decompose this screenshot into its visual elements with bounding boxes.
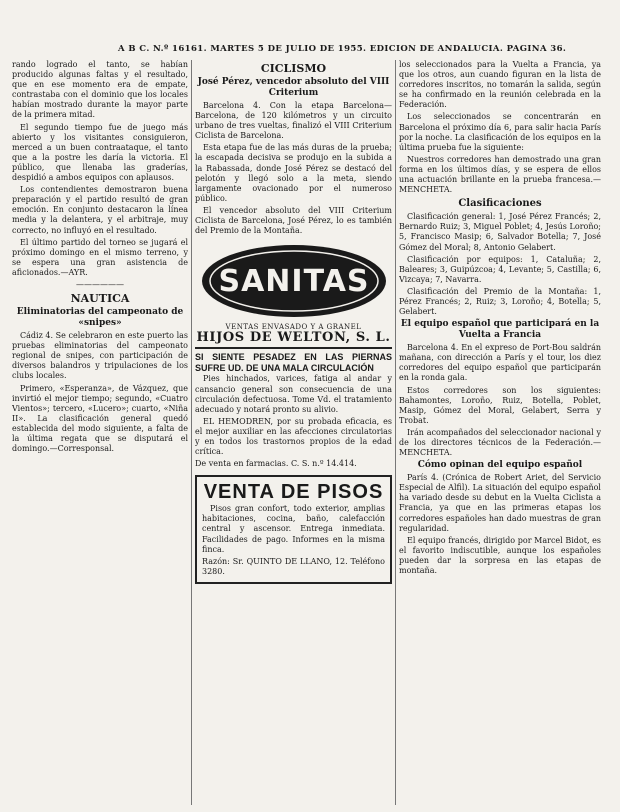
ad-footer: De venta en farmacias. C. S. n.º 14.414. [195, 459, 357, 469]
ad-headline: SI SIENTE PESADEZ EN LAS PIERNAS SUFRE UD. DE UNA MALA CIRCULACIÓN [195, 352, 392, 374]
paragraph: Barcelona 4. Con la etapa Barcelona—Barcelona, de 120 kilómetros y un circuito urbano de tres vueltas, finalizó el VIII Criterium Ciclista de Barcelona. [195, 101, 392, 141]
venta-pisos-ad [195, 475, 392, 584]
paragraph: París 4. (Crónica de Robert Ariet, del Servicio Especial de Alfil). La situación del equipo español ha variado desde su debut en la Vuelta Ciclista a Francia, ya que en las primeras etapas los corredores españoles han dado muestras de gran regularidad. [399, 473, 601, 533]
paragraph: Barcelona 4. En el expreso de Port-Bou saldrán mañana, con dirección a París y el tour, los diez corredores del equipo español que participarán en la ronda gala. [399, 343, 601, 383]
paragraph: El equipo francés, dirigido por Marcel Bidot, es el favorito indiscutible, aunque los españoles pueden dar la sorpresa en las etapas de montaña. [399, 535, 601, 576]
paragraph: Clasificación general: 1, José Pérez Francés; 2, Bernardo Ruiz; 3, Miguel Poblet; 4, Jesús Loroño; 5, Francisco Masip; 6, Salvador Botella; 7, José Gómez del Moral; 8, Antonio Gelabert. [399, 212, 601, 252]
header-line: A B C. N.º 16161. MARTES 5 DE JULIO DE 1955. EDICION DE ANDALUCIA. PAGINA 36. [118, 44, 567, 54]
sanitas-logo-icon [199, 242, 389, 320]
paragraph: los seleccionados para la Vuelta a Francia, ya que los otros, aun cuando figuran en la lista de corredores inscritos, no tomarán la salida, según se ha confirmado en la reunión celebrada en la Federación. [399, 60, 601, 110]
ad-company: HIJOS DE WELTON, S. L. [196, 330, 391, 346]
paragraph: Pisos gran confort, todo exterior, amplias habitaciones, cocina, baño, calefacción central y ascensor. Entrega inmediata. Facilidades de pago. Informes en la misma finca. [202, 504, 385, 554]
paragraph: Clasificación del Premio de la Montaña: 1, Pérez Francés; 2, Ruiz; 3, Loroño; 4, Botella; 5, Gelabert. [399, 286, 601, 317]
headline-clasificaciones: Clasificaciones [458, 198, 542, 210]
paragraph: Los contendientes demostraron buena preparación y el partido resultó de gran emoción. En conjunto destacaron la línea media y la delantera, y el arbitraje, muy correcto, no influyó en el resultado. [12, 185, 188, 235]
headline-eliminatorias: Eliminatorias del campeonato de «snipes» [16, 307, 184, 329]
paragraph: Cádiz 4. Se celebraron en este puerto las pruebas eliminatorias del campeonato regional de snipes, con participación de diversos balandros y tripulaciones de los clubs locales. [12, 331, 188, 381]
paragraph: Primero, «Esperanza», de Vázquez, que invirtió el mejor tiempo; segundo, «Cuatro Vientos»; tercero, «Lucero»; cuarto, «Niña II». La clasificación general quedó establecida del modo siguiente, a falta de la última regata que se disputará el domingo.—Corresponsal. [12, 383, 188, 454]
section-title-ciclismo: CICLISMO [260, 62, 327, 75]
paragraph: El último partido del torneo se jugará el próximo domingo en el mismo terreno, y se espera una gran asistencia de aficionados.—AYR. [12, 237, 188, 277]
paragraph: Los seleccionados se concentrarán en Barcelona el próximo día 6, para salir hacia París por la noche. La clasificación de los equipos en la última prueba fue la siguiente: [399, 112, 601, 152]
paragraph: EL HEMODREN, por su probada eficacia, es el mejor auxiliar en las afecciones circulatorias y en todos los trastornos propios de la edad crítica. [195, 416, 392, 457]
paragraph: El vencedor absoluto del VIII Criterium Ciclista de Barcelona, José Pérez, lo es también del Premio de la Montaña. [195, 205, 392, 236]
section-title-nautica: NAUTICA [70, 292, 130, 306]
paragraph: Pies hinchados, varices, fatiga al andar y cansancio general son consecuencia de una circulación defectuosa. Tome Vd. el tratamiento adecuado y notará pronto su alivio. [195, 374, 392, 414]
headline-equipo-vuelta: El equipo español que participará en la Vuelta a Francia [400, 319, 600, 341]
paragraph: El segundo tiempo fue de juego más abierto y los visitantes consiguieron, merced a un buen contraataque, el tanto que a la postre les daría la victoria. El público, que llenaba las graderías, despidió a ambos equipos con aplausos. [12, 122, 188, 183]
column-3 [399, 60, 601, 805]
sanitas-ad-logo [199, 242, 389, 320]
column-divider [191, 60, 192, 805]
paragraph: Esta etapa fue de las más duras de la prueba; la escapada decisiva se produjo en la subida a la Rabassada, donde José Pérez se destacó del pelotón y llegó solo a la meta, siendo largamente ovacionado por el numeroso público. [195, 143, 392, 203]
ad-tagline: VENTAS ENVASADO Y A GRANEL [225, 323, 362, 332]
paragraph: Estos corredores son los siguientes: Bahamontes, Loroño, Ruiz, Botella, Poblet, Masip, Gómez del Moral, Gelabert, Serra y Trobat. [399, 385, 601, 425]
paragraph: Clasificación por equipos: 1, Cataluña; 2, Baleares; 3, Guipúzcoa; 4, Levante; 5, Castilla; 6, Vizcaya; 7, Navarra. [399, 254, 601, 284]
pisos-contact: Razón: Sr. QUINTO DE LLANO, 12. Teléfono 3280. [202, 556, 385, 576]
hemodren-ad [195, 347, 392, 469]
column-divider [395, 60, 396, 805]
column-2 [195, 60, 392, 805]
headline-perez: José Pérez, vencedor absoluto del VIII Criterium [197, 77, 390, 98]
sanitas-word: SANITAS [217, 264, 370, 300]
paragraph: Nuestros corredores han demostrado una gran forma en los últimos días, y se espera de ellos una actuación brillante en la prueba francesa.—MENCHETA. [399, 154, 601, 195]
page-header [0, 0, 620, 60]
column-1 [12, 60, 188, 805]
paragraph: Irán acompañados del seleccionador nacional y de los directores técnicos de la Federación.—MENCHETA. [399, 427, 601, 458]
pisos-title: VENTA DE PISOS [203, 481, 384, 504]
paragraph: rando logrado el tanto, se habían producido algunas faltas y el resultado, que en ese momento era de empate, contrastaba con el dominio que los locales habían mostrado durante la mayor parte de la primera mitad. [12, 60, 188, 120]
divider: —————— [76, 279, 124, 289]
headline-opinan: Cómo opinan del equipo español [417, 460, 583, 471]
